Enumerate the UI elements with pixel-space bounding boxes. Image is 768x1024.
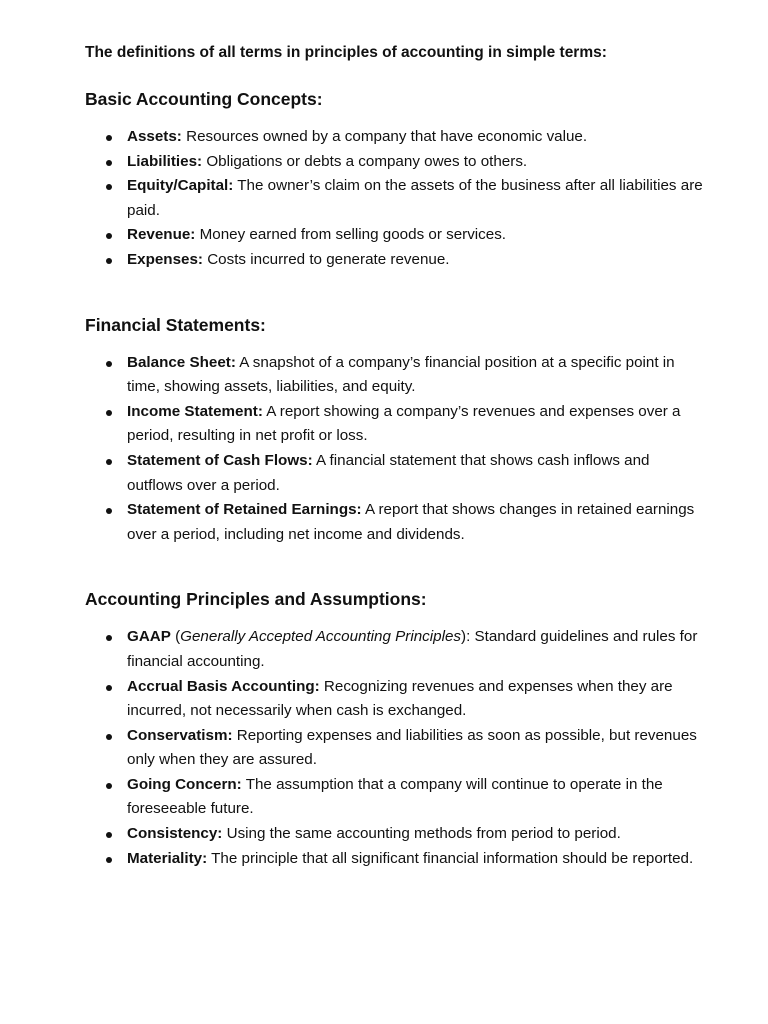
intro-heading: The definitions of all terms in principles of accounting in simple terms:: [85, 44, 607, 61]
term-definition: The owner’s claim on the assets of the business after all liabilities are paid.: [127, 177, 703, 219]
bullet-icon: [106, 635, 112, 641]
term-definition: Reporting expenses and liabilities as soon as possible, but revenues only when they are assured.: [127, 726, 697, 769]
section-heading-principles-assumptions: Accounting Principles and Assumptions:: [85, 589, 427, 610]
term-label: Liabilities:: [127, 152, 203, 170]
open-paren: (: [170, 628, 181, 646]
term-label: Materiality:: [127, 849, 208, 867]
section-heading-financial-statements: Financial Statements:: [85, 314, 266, 335]
term-definition: The assumption that a company will continue to operate in the foreseeable future.: [127, 775, 663, 818]
bullet-icon: [106, 135, 112, 141]
term-definition: A report showing a company’s revenues and expenses over a period, resulting in net profit or loss.: [127, 402, 681, 445]
bullet-icon: [106, 685, 112, 691]
term-label: Income Statement:: [127, 402, 263, 420]
list-item: [85, 150, 705, 175]
term-definition: Using the same accounting methods from period to period.: [222, 825, 621, 843]
list-item: [85, 351, 705, 400]
term-definition: Obligations or debts a company owes to others.: [202, 152, 528, 170]
term-label: GAAP: [127, 628, 171, 646]
term-definition: A snapshot of a company’s financial position at a specific point in time, showing assets, liabilities, and equity.: [127, 353, 675, 396]
bullet-icon: [106, 184, 112, 190]
term-definition: Resources owned by a company that have economic value.: [181, 128, 588, 145]
term-expansion: Generally Accepted Accounting Principles: [180, 628, 462, 646]
list-item: [85, 625, 705, 674]
list-item: [85, 724, 705, 773]
list-item: [85, 675, 705, 724]
bullet-icon: [106, 410, 112, 416]
term-label: Accrual Basis Accounting:: [127, 677, 320, 695]
bullet-icon: [106, 233, 112, 239]
list-item: [85, 400, 705, 449]
term-definition: A report that shows changes in retained earnings over a period, including net income and dividends.: [127, 501, 695, 543]
list-item: [85, 125, 705, 150]
term-label: Assets:: [127, 128, 182, 145]
term-label: Consistency:: [127, 825, 223, 843]
bullet-icon: [106, 832, 112, 838]
term-definition: Recognizing revenues and expenses when they are incurred, not necessarily when cash is exchanged.: [127, 677, 673, 720]
term-label: Going Concern:: [127, 775, 242, 793]
term-label: Balance Sheet:: [127, 353, 236, 371]
bullet-icon: [106, 258, 112, 264]
list-item: [85, 773, 705, 822]
bullet-icon: [106, 783, 112, 789]
term-label: Statement of Retained Earnings:: [127, 501, 362, 519]
list-item: [85, 498, 705, 547]
list-item: [85, 223, 705, 248]
bullet-icon: [106, 508, 112, 514]
term-definition: The principle that all significant financial information should be reported.: [207, 849, 694, 867]
bullet-icon: [106, 361, 112, 367]
principles-assumptions-list: [85, 625, 705, 871]
term-label: Conservatism:: [127, 726, 233, 744]
term-definition: Costs incurred to generate revenue.: [202, 250, 450, 268]
term-label: Revenue:: [127, 226, 196, 244]
basic-concepts-list: [85, 125, 705, 273]
list-item: [85, 449, 705, 498]
term-label: Statement of Cash Flows:: [127, 451, 313, 469]
term-definition: A financial statement that shows cash inflows and outflows over a period.: [127, 451, 650, 494]
bullet-icon: [106, 459, 112, 465]
bullet-icon: [106, 734, 112, 740]
section-heading-basic-concepts: Basic Accounting Concepts:: [85, 89, 323, 109]
list-item: [85, 847, 705, 872]
bullet-icon: [106, 857, 112, 863]
bullet-icon: [106, 160, 112, 166]
list-item: [85, 248, 705, 273]
document-page: [85, 43, 705, 871]
term-label: Equity/Capital:: [127, 177, 234, 195]
financial-statements-list: [85, 351, 705, 548]
list-item: [85, 174, 705, 223]
term-definition: ): Standard guidelines and rules for financial accounting.: [127, 628, 698, 670]
term-definition: Money earned from selling goods or services.: [195, 226, 507, 244]
term-label: Expenses:: [127, 250, 203, 268]
list-item: [85, 822, 705, 847]
